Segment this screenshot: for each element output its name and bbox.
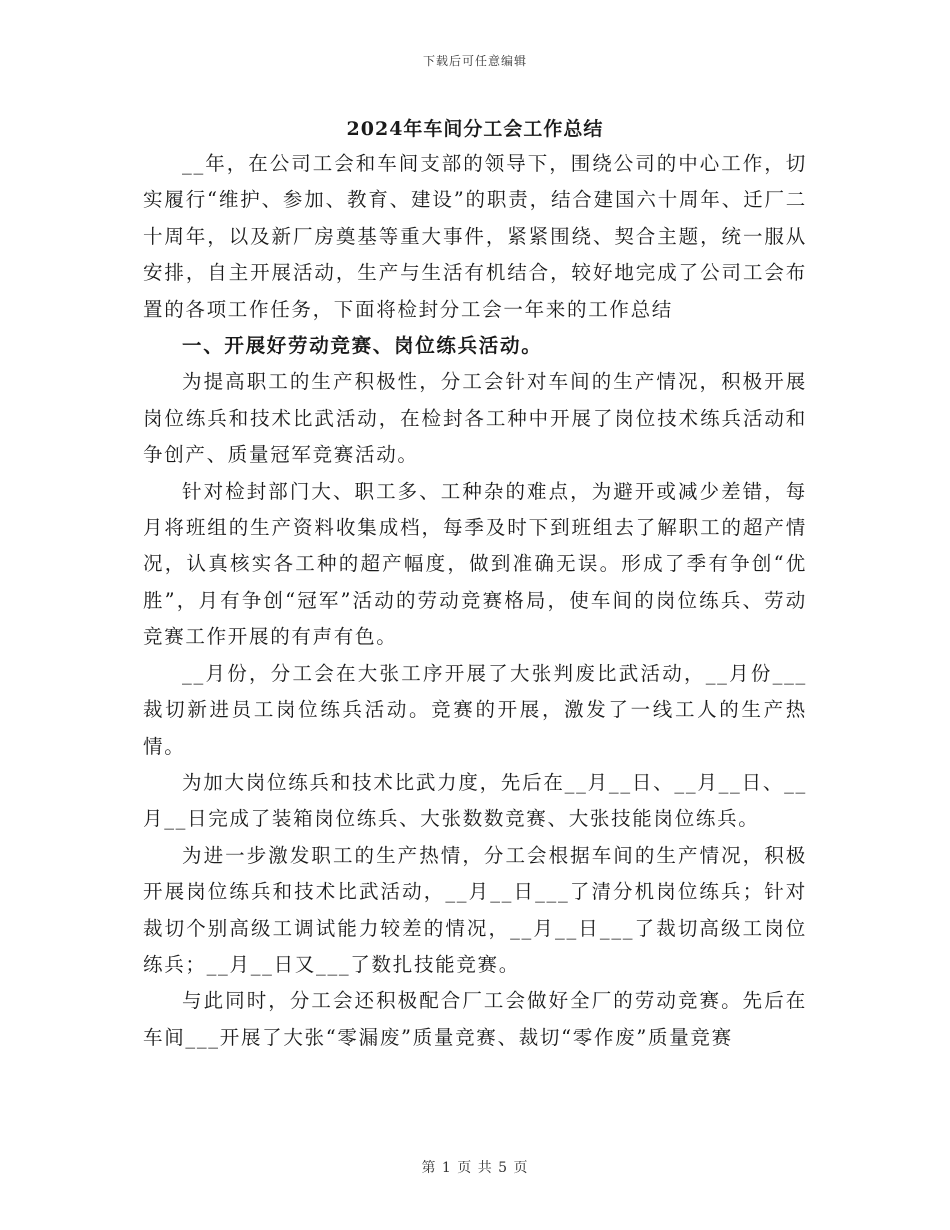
section-heading-1: 一、开展好劳动竞赛、岗位练兵活动。: [182, 334, 543, 358]
document-body: [143, 146, 807, 1056]
document-title: 2024年车间分工会工作总结: [346, 118, 604, 140]
paragraph: __月份，分工会在大张工序开展了大张判废比武活动，__月份___裁切新进员工岗位练兵活动。竞赛的开展，激发了一线工人的生产热情。: [143, 661, 807, 758]
paragraph: 为进一步激发职工的生产热情，分工会根据车间的生产情况，积极开展岗位练兵和技术比武活动，__月__日___了清分机岗位练兵；针对裁切个别高级工调试能力较差的情况，__月__日___了裁切高级工岗位练兵；__月__日又___了数扎技能竞赛。: [143, 843, 807, 976]
paragraph: 针对检封部门大、职工多、工种杂的难点，为避开或减少差错，每月将班组的生产资料收集成档，每季及时下到班组去了解职工的超产情况，认真核实各工种的超产幅度，做到准确无误。形成了季有争创“优胜”，月有争创“冠军”活动的劳动竞赛格局，使车间的岗位练兵、劳动竞赛工作开展的有声有色。: [143, 479, 807, 649]
paragraph: 为加大岗位练兵和技术比武力度，先后在__月__日、__月__日、__月__日完成了装箱岗位练兵、大张数数竞赛、大张技能岗位练兵。: [143, 770, 807, 831]
paragraph-intro: __年，在公司工会和车间支部的领导下，围绕公司的中心工作，切实履行“维护、参加、教育、建设”的职责，结合建国六十周年、迁厂二十周年，以及新厂房奠基等重大事件，紧紧围绕、契合主题，统一服从安排，自主开展活动，生产与生活有机结合，较好地完成了公司工会布置的各项工作任务，下面将检封分工会一年来的工作总结: [143, 152, 807, 321]
page-header-note: 下载后可任意编辑: [422, 54, 527, 68]
paragraph: 为提高职工的生产积极性，分工会针对车间的生产情况，积极开展岗位练兵和技术比武活动，在检封各工种中开展了岗位技术练兵活动和争创产、质量冠军竞赛活动。: [143, 370, 807, 467]
page-number-footer: 第 1 页 共 5 页: [421, 1160, 529, 1176]
paragraph: 与此同时，分工会还积极配合厂工会做好全厂的劳动竞赛。先后在车间___开展了大张“零漏废”质量竞赛、裁切“零作废”质量竞赛: [143, 989, 807, 1049]
